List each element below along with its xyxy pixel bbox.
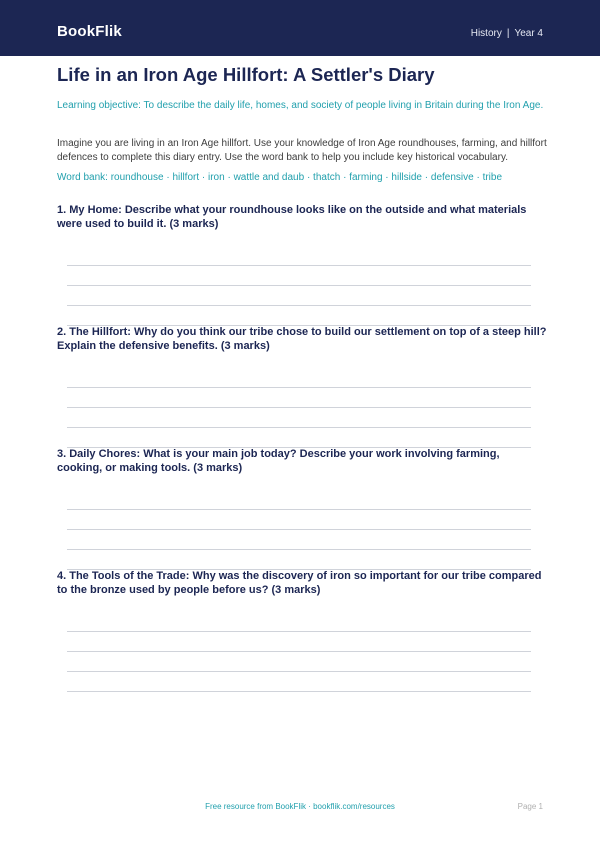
- question-1: 1. My Home: Describe what your roundhouse looks like on the outside and what materials were used to build it. (3 marks): [57, 204, 527, 230]
- question-2: 2. The Hillfort: Why do you think our tribe chose to build our settlement on top of a steep hill? Explain the defensive benefits. (3 marks): [57, 326, 547, 352]
- answer-line[interactable]: [67, 671, 531, 672]
- word-bank: Word bank: roundhouse · hillfort · iron · wattle and daub · thatch · farming · hillside · defensive · tribe: [57, 172, 503, 183]
- worksheet-title: Life in an Iron Age Hillfort: A Settler's Diary: [57, 64, 435, 85]
- brand-logo[interactable]: BookFlik: [57, 23, 122, 40]
- answer-line[interactable]: [67, 407, 531, 408]
- header-bar: [0, 0, 600, 56]
- question-4: 4. The Tools of the Trade: Why was the discovery of iron so important for our tribe compared to the bronze used by people before us? (3 marks): [57, 570, 542, 596]
- answer-line[interactable]: [67, 651, 531, 652]
- intro-instructions: Imagine you are living in an Iron Age hillfort. Use your knowledge of Iron Age roundhouses, farming, and hillfort defences to complete this diary entry. Use the word bank to help you include key historical vocabulary.: [57, 138, 547, 163]
- answer-line[interactable]: [67, 529, 531, 530]
- answer-line[interactable]: [67, 691, 531, 692]
- page-number: Page 1: [517, 802, 543, 811]
- footer-resource-link[interactable]: Free resource from BookFlik · bookflik.com/resources: [205, 802, 395, 811]
- answer-line[interactable]: [67, 427, 531, 428]
- subject-label: History: [470, 28, 502, 39]
- answer-line[interactable]: [67, 509, 531, 510]
- answer-line[interactable]: [67, 265, 531, 266]
- answer-line[interactable]: [67, 305, 531, 306]
- meta-separator: |: [506, 28, 510, 39]
- answer-line[interactable]: [67, 387, 531, 388]
- learning-objective: Learning objective: To describe the daily life, homes, and society of people living in Britain during the Iron Age.: [57, 100, 544, 111]
- answer-line[interactable]: [67, 549, 531, 550]
- answer-line[interactable]: [67, 631, 531, 632]
- question-3: 3. Daily Chores: What is your main job today? Describe your work involving farming, cooking, or making tools. (3 marks): [57, 448, 500, 474]
- year-label: Year 4: [514, 28, 543, 39]
- subject-year-label: [471, 28, 543, 39]
- answer-line[interactable]: [67, 285, 531, 286]
